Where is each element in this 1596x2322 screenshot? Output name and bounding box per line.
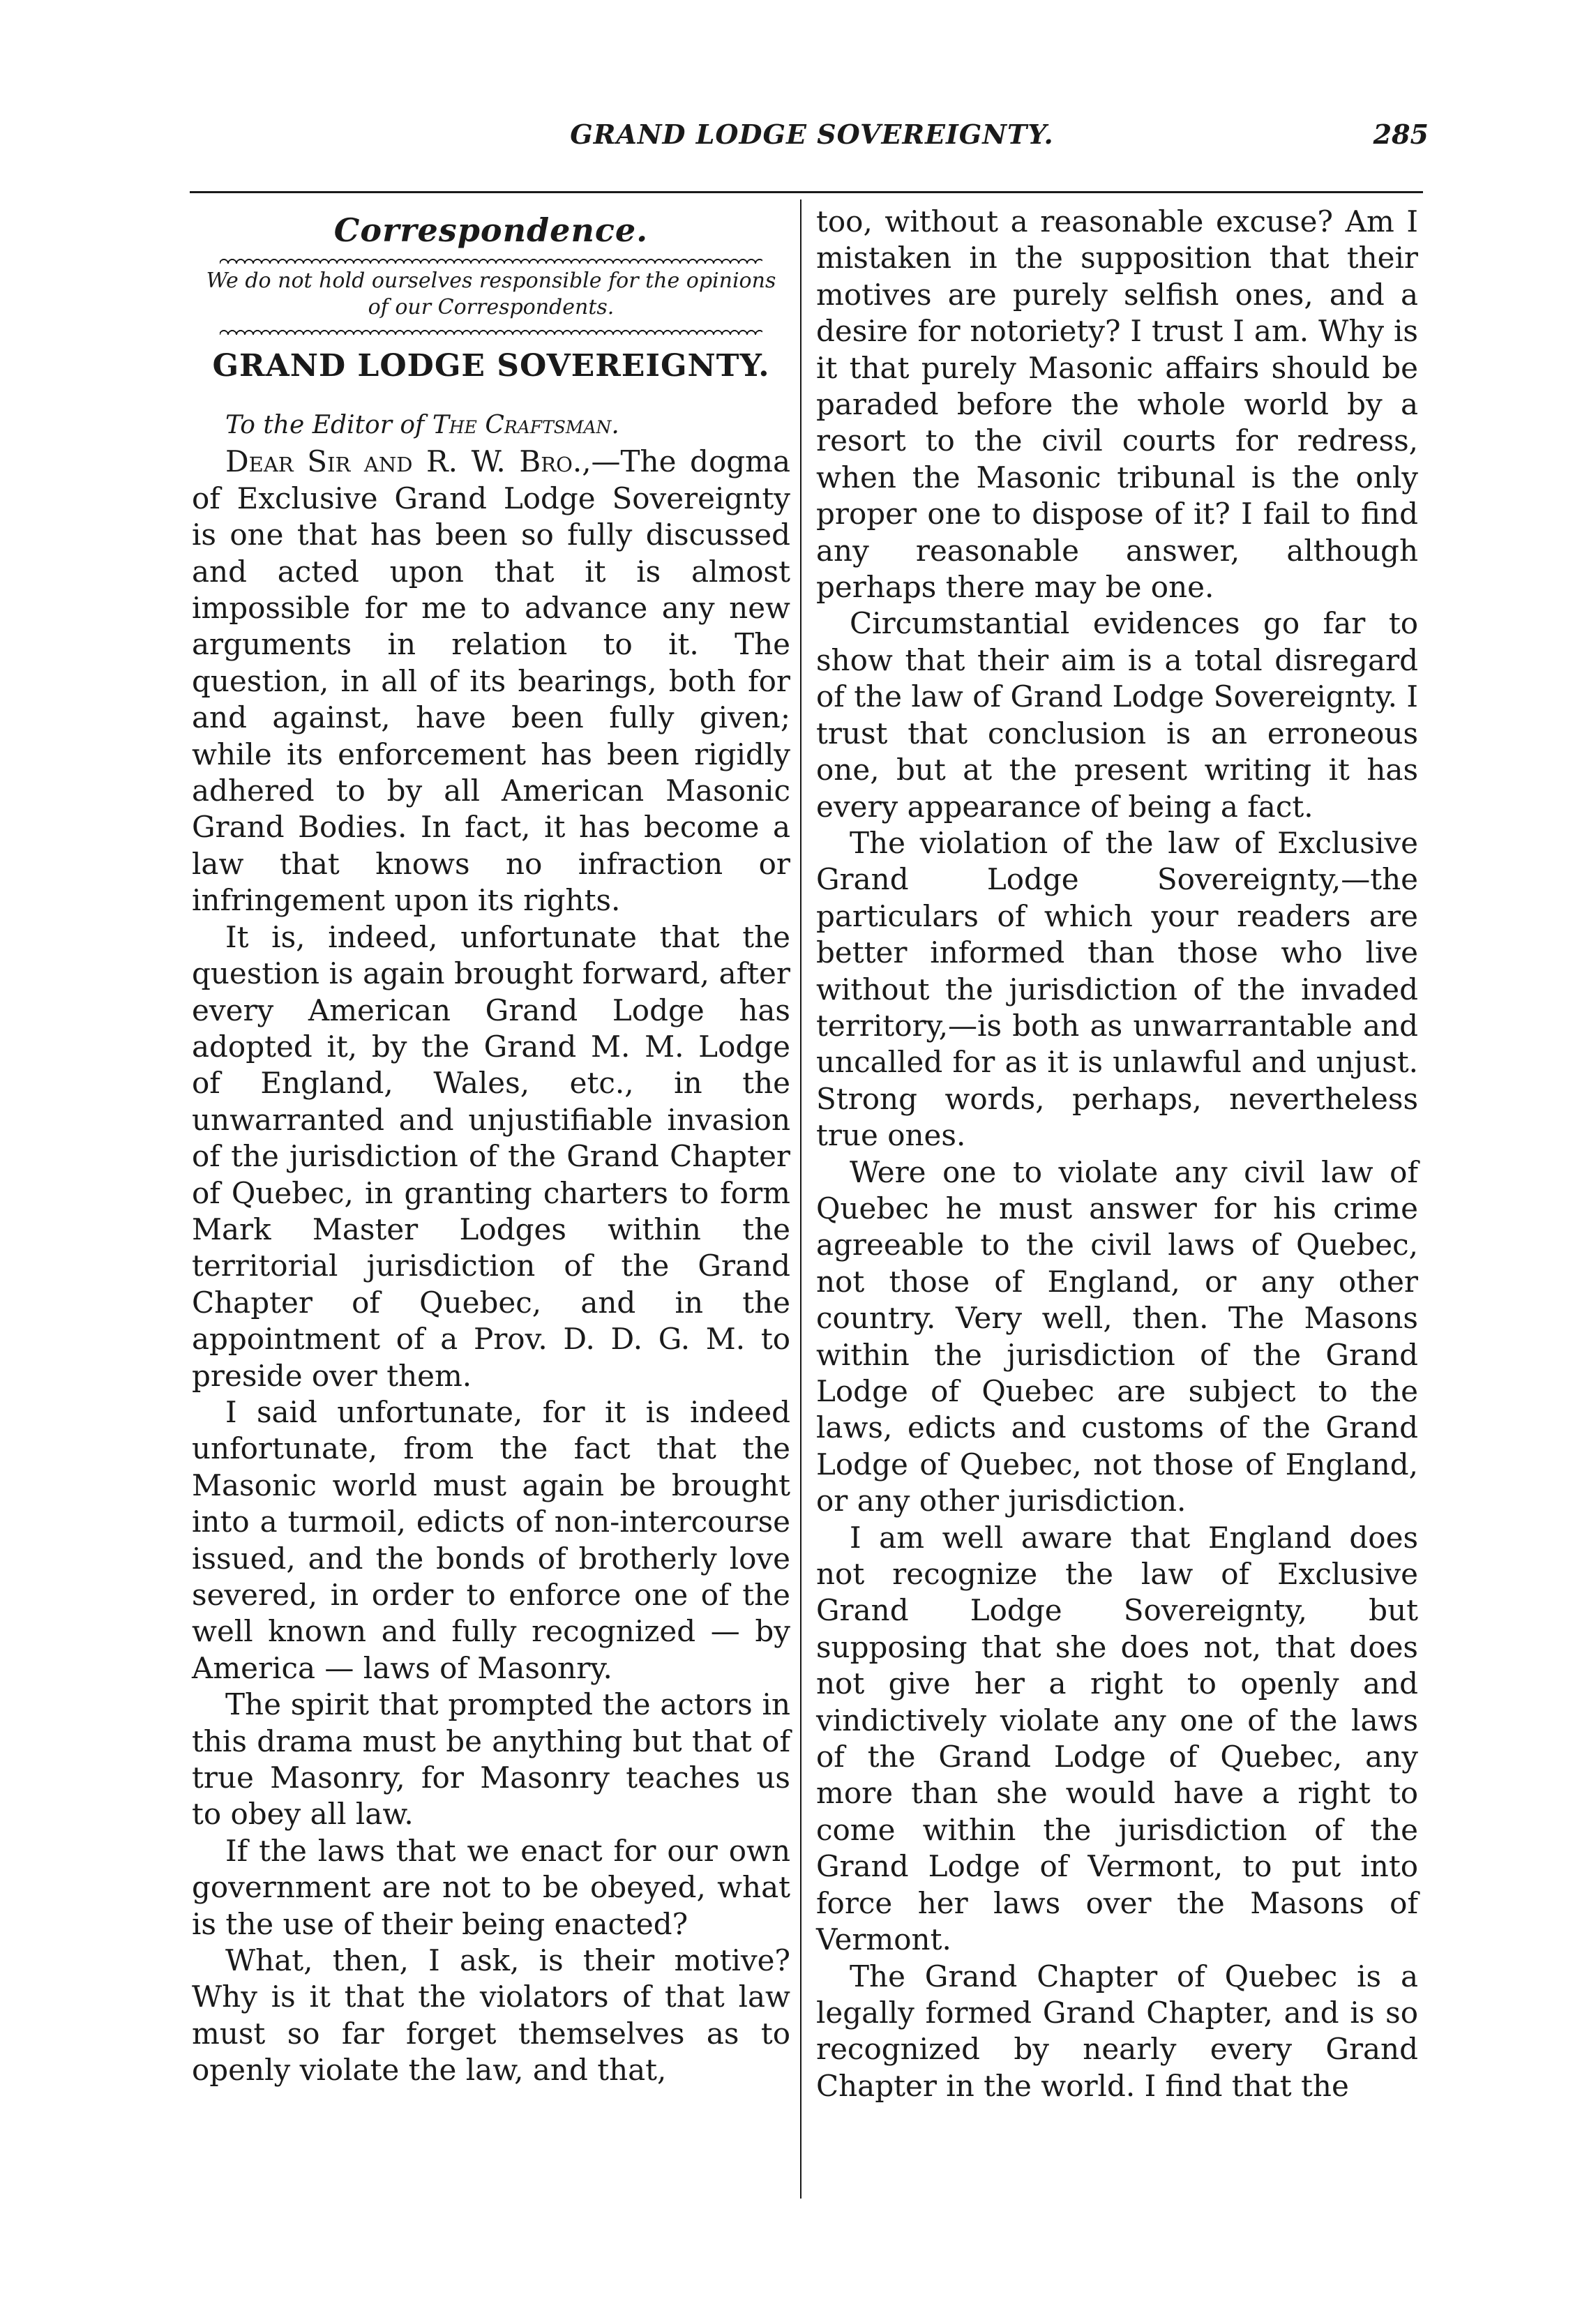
- editorial-disclaimer: We do not hold ourselves responsible for the opinions of our Correspondents.: [206, 269, 776, 319]
- section-heading: Correspondence.: [333, 211, 649, 249]
- running-title: GRAND LODGE SOVEREIGNTY.: [570, 119, 1054, 150]
- article-title: GRAND LODGE SOVEREIGNTY.: [212, 348, 770, 384]
- page-number: 285: [1373, 119, 1429, 150]
- right-paragraph-2: Circumstantial evidences go far to show that their aim is a total disregard of the law of Grand Lodge Sovereignty. I trust that conclusion is an erroneous one, but at the present writing it has every appearance of being a fact.: [816, 606, 1418, 824]
- left-paragraph-5: If the laws that we enact for our own government are not to be obeyed, what is the use of their being enacted?: [192, 1833, 790, 1941]
- salutation-prefix: To the Editor of: [225, 411, 425, 439]
- right-column: [816, 204, 1418, 2200]
- left-paragraph-1-text: —The dogma of Exclusive Grand Lodge Sovereignty is one that has been so fully discussed and acted upon that it is almost impossible for me to advance any new arguments in relation to it. The question, in all of its bearings, both for and against, have been fully given; while its enforcement has been rigidly adhered to by all American Masonic Grand Bodies. In fact, it has become a law that knows no infraction or infringement upon its rights.: [192, 444, 790, 918]
- editor-salutation: [192, 407, 790, 444]
- left-column: [192, 204, 790, 2200]
- right-paragraph-3: The violation of the law of Exclusive Grand Lodge Sovereignty,—the particulars of which your readers are better informed than those who live without the jurisdiction of the invaded territory,—is both as unwarrantable and uncalled for as it is unlawful and unjust. Strong words, perhaps, nevertheless true ones.: [816, 825, 1418, 1153]
- running-head: [195, 119, 1429, 174]
- wavy-rule-top: [220, 255, 762, 264]
- header-rule: [190, 191, 1423, 193]
- right-paragraph-5: I am well aware that England does not recognize the law of Exclusive Grand Lodge Sovereignty, but supposing that she does not, that does not give her a right to openly and vindictively violate any one of the laws of the Grand Lodge of Quebec, any more than she would have a right to come within the jurisdiction of the Grand Lodge of Vermont, to put into force her laws over the Masons of Vermont.: [816, 1520, 1418, 1957]
- opening-salutation: Dear Sir and R. W. Bro.,: [225, 444, 592, 479]
- left-paragraph-1: [192, 444, 790, 919]
- wavy-rule-bottom: [220, 326, 762, 335]
- column-divider: [800, 199, 801, 2199]
- left-paragraph-6: What, then, I ask, is their motive? Why is it that the violators of that law must so far forget themselves as to openly violate the law, and that,: [192, 1943, 790, 2088]
- right-paragraph-6: The Grand Chapter of Quebec is a legally formed Grand Chapter, and is so recognized by nearly every Grand Chapter in the world. I find that the: [816, 1959, 1418, 2103]
- right-paragraph-4: Were one to violate any civil law of Quebec he must answer for his crime agreeable to the civil laws of Quebec, not those of England, or any other country. Very well, then. The Masons within the jurisdiction of the Grand Lodge of Quebec are subject to the laws, edicts and customs of the Grand Lodge of Quebec, not those of England, or any other jurisdiction.: [816, 1154, 1418, 1518]
- left-paragraph-4: The spirit that prompted the actors in this drama must be anything but that of true Masonry, for Masonry teaches us to obey all law.: [192, 1687, 790, 1832]
- left-paragraph-2: It is, indeed, unfortunate that the question is again brought forward, after every American Grand Lodge has adopted it, by the Grand M. M. Lodge of England, Wales, etc., in the unwarranted and unjustifiable invasion of the jurisdiction of the Grand Chapter of Quebec, in granting charters to form Mark Master Lodges within the territorial jurisdiction of the Grand Chapter of Quebec, and in the appointment of a Prov. D. D. G. M. to preside over them.: [192, 919, 790, 1393]
- right-paragraph-1: too, without a reasonable excuse? Am I mistaken in the supposition that their motives are purely selfish ones, and a desire for notoriety? I trust I am. Why is it that purely Masonic affairs should be paraded before the whole world by a resort to the civil courts for redress, when the Masonic tribunal is the only proper one to dispose of it? I fail to find any reasonable answer, although perhaps there may be one.: [816, 204, 1418, 605]
- left-paragraph-3: I said unfortunate, for it is indeed unfortunate, from the fact that the Masonic world must again be brought into a turmoil, edicts of non-intercourse issued, and the bonds of brotherly love severed, in order to enforce one of the well known and fully recognized — by America — laws of Masonry.: [192, 1394, 790, 1685]
- salutation-publication: The Craftsman.: [432, 411, 619, 439]
